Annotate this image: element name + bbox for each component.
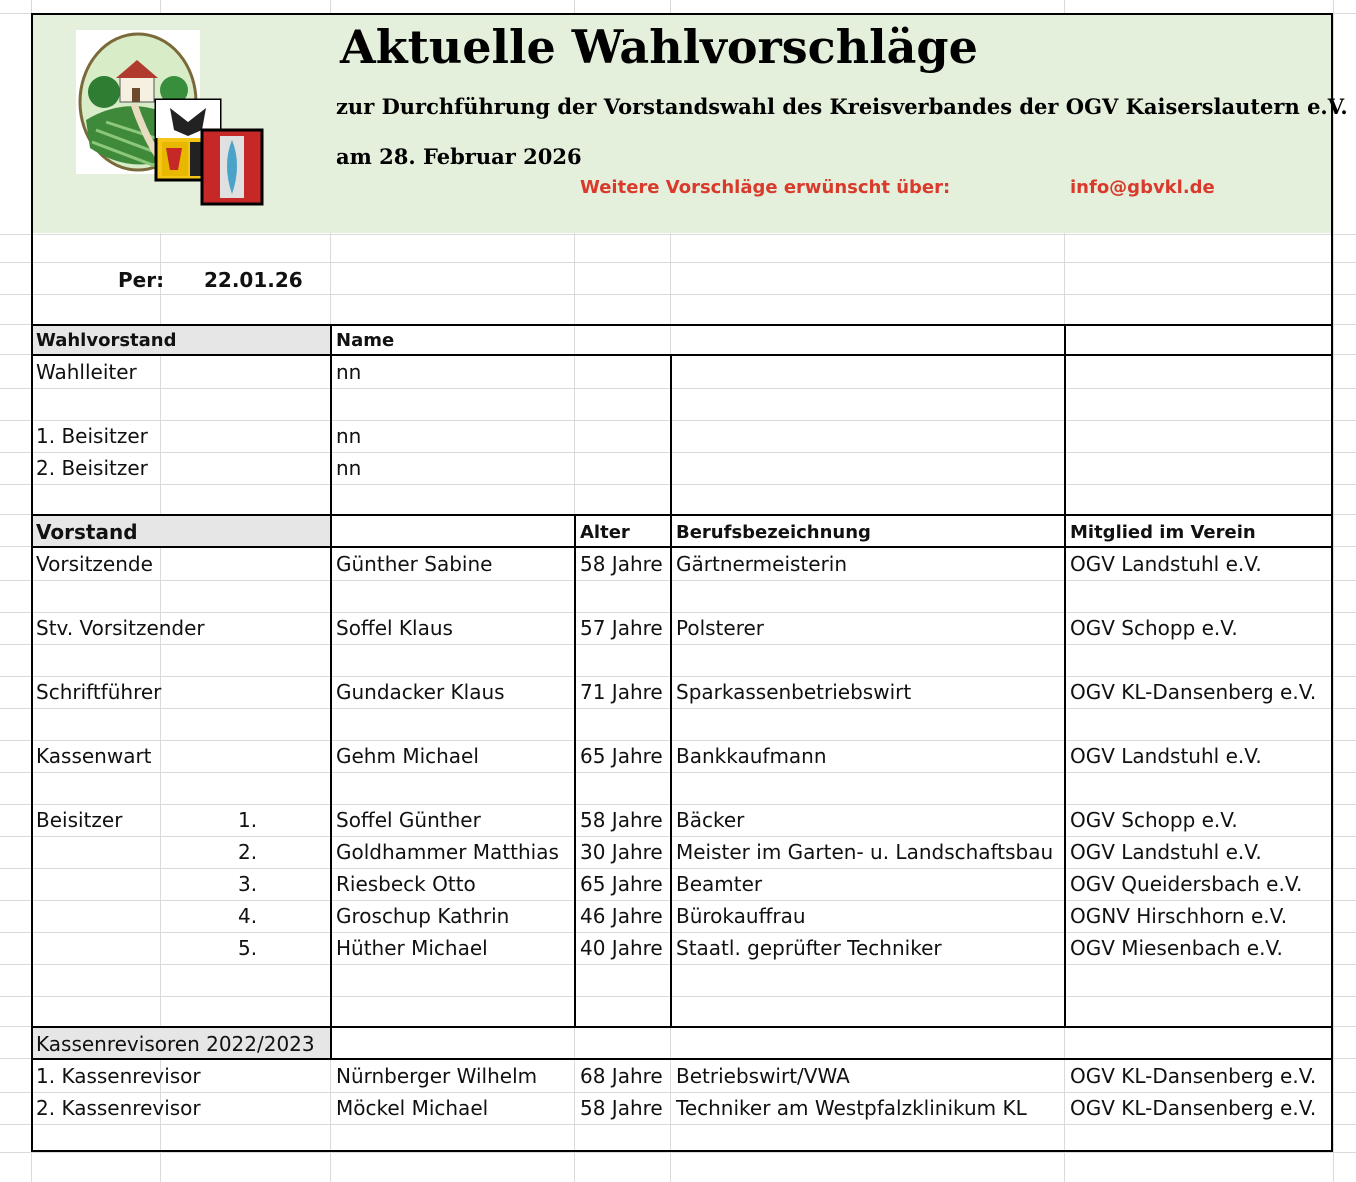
beisitzer-age: 65 Jahre	[580, 872, 663, 896]
officer-club: OGV KL-Dansenberg e.V.	[1070, 680, 1317, 704]
beisitzer-name: Riesbeck Otto	[336, 872, 476, 896]
per-label: Per:	[118, 268, 165, 292]
border-line	[31, 1058, 1333, 1060]
border-line	[31, 514, 1333, 516]
beisitzer2-name: nn	[336, 456, 362, 480]
more-suggestions-note: Weitere Vorschläge erwünscht über:	[580, 177, 951, 198]
border-line	[670, 514, 672, 1028]
revisor-role: 2. Kassenrevisor	[36, 1096, 201, 1120]
beisitzer-club: OGV Miesenbach e.V.	[1070, 936, 1283, 960]
border-line	[1064, 514, 1066, 1028]
wahlleiter-role: Wahlleiter	[36, 360, 137, 384]
officer-name: Gehm Michael	[336, 744, 479, 768]
revisor-age: 68 Jahre	[580, 1064, 663, 1088]
beisitzer-name: Groschup Kathrin	[336, 904, 510, 928]
club-column-header: Mitglied im Verein	[1070, 522, 1256, 543]
beisitzer-club: OGV Schopp e.V.	[1070, 808, 1238, 832]
sheet-border	[31, 13, 1333, 1152]
revisor-profession: Techniker am Westpfalzklinikum KL	[676, 1096, 1027, 1120]
beisitzer-age: 58 Jahre	[580, 808, 663, 832]
election-date: am 28. Februar 2026	[336, 144, 582, 169]
officer-profession: Polsterer	[676, 616, 765, 640]
revisor-role: 1. Kassenrevisor	[36, 1064, 201, 1088]
beisitzer-num: 5.	[238, 936, 258, 960]
beisitzer-profession: Staatl. geprüfter Techniker	[676, 936, 942, 960]
officer-role: Kassenwart	[36, 744, 152, 768]
beisitzer-age: 40 Jahre	[580, 936, 663, 960]
officer-role: Stv. Vorsitzender	[36, 616, 205, 640]
officer-age: 57 Jahre	[580, 616, 663, 640]
beisitzer-name: Soffel Günther	[336, 808, 481, 832]
officer-profession: Bankkaufmann	[676, 744, 827, 768]
beisitzer-age: 30 Jahre	[580, 840, 663, 864]
officer-role: Schriftführer	[36, 680, 162, 704]
border-line	[31, 1026, 1333, 1028]
vorstand-label: Vorstand	[36, 520, 138, 544]
revisor-club: OGV KL-Dansenberg e.V.	[1070, 1096, 1317, 1120]
beisitzer1-name: nn	[336, 424, 362, 448]
beisitzer-num: 1.	[238, 808, 258, 832]
officer-name: Soffel Klaus	[336, 616, 453, 640]
beisitzer2-role: 2. Beisitzer	[36, 456, 148, 480]
border-line	[574, 514, 576, 1028]
officer-club: OGV Landstuhl e.V.	[1070, 744, 1262, 768]
border-line	[31, 546, 1333, 548]
beisitzer-profession: Beamter	[676, 872, 763, 896]
gridline	[0, 1152, 1356, 1153]
officer-age: 71 Jahre	[580, 680, 663, 704]
officer-age: 65 Jahre	[580, 744, 663, 768]
wahlvorstand-label: Wahlvorstand	[36, 330, 177, 351]
border-line	[670, 354, 672, 516]
beisitzer-club: OGNV Hirschhorn e.V.	[1070, 904, 1288, 928]
officer-club: OGV Schopp e.V.	[1070, 616, 1238, 640]
officer-age: 58 Jahre	[580, 552, 663, 576]
beisitzer-name: Goldhammer Matthias	[336, 840, 559, 864]
beisitzer-num: 3.	[238, 872, 258, 896]
officer-profession: Sparkassenbetriebswirt	[676, 680, 912, 704]
officer-club: OGV Landstuhl e.V.	[1070, 552, 1262, 576]
officer-profession: Gärtnermeisterin	[676, 552, 848, 576]
profession-column-header: Berufsbezeichnung	[676, 522, 871, 543]
beisitzer-profession: Meister im Garten- u. Landschaftsbau	[676, 840, 1054, 864]
page-subtitle: zur Durchführung der Vorstandswahl des Kreisverbandes der OGV Kaiserslautern e.V.	[336, 94, 1348, 119]
page-title: Aktuelle Wahlvorschläge	[340, 20, 978, 74]
revisor-age: 58 Jahre	[580, 1096, 663, 1120]
border-line	[31, 354, 1333, 356]
border-line	[330, 514, 332, 1028]
gridline	[1333, 0, 1334, 1182]
officer-name: Gundacker Klaus	[336, 680, 505, 704]
beisitzer-profession: Bürokauffrau	[676, 904, 806, 928]
revisor-club: OGV KL-Dansenberg e.V.	[1070, 1064, 1317, 1088]
beisitzer-num: 2.	[238, 840, 258, 864]
contact-email[interactable]: info@gbvkl.de	[1070, 177, 1215, 198]
border-line	[1064, 324, 1066, 516]
border-line	[330, 1026, 332, 1060]
name-column-header: Name	[336, 330, 395, 351]
revisor-name: Nürnberger Wilhelm	[336, 1064, 538, 1088]
officer-role: Vorsitzende	[36, 552, 153, 576]
beisitzer-club: OGV Queidersbach e.V.	[1070, 872, 1303, 896]
age-column-header: Alter	[580, 522, 630, 543]
beisitzer-num: 4.	[238, 904, 258, 928]
beisitzer-club: OGV Landstuhl e.V.	[1070, 840, 1262, 864]
per-date: 22.01.26	[204, 268, 303, 292]
officer-name: Günther Sabine	[336, 552, 493, 576]
beisitzer-name: Hüther Michael	[336, 936, 488, 960]
revisor-profession: Betriebswirt/VWA	[676, 1064, 850, 1088]
kassenrevisoren-label: Kassenrevisoren 2022/2023	[36, 1032, 315, 1056]
revisor-name: Möckel Michael	[336, 1096, 489, 1120]
border-line	[31, 324, 1333, 326]
beisitzer-age: 46 Jahre	[580, 904, 663, 928]
beisitzer-profession: Bäcker	[676, 808, 745, 832]
beisitzer-label: Beisitzer	[36, 808, 123, 832]
beisitzer1-role: 1. Beisitzer	[36, 424, 148, 448]
border-line	[330, 324, 332, 516]
wahlleiter-name: nn	[336, 360, 362, 384]
